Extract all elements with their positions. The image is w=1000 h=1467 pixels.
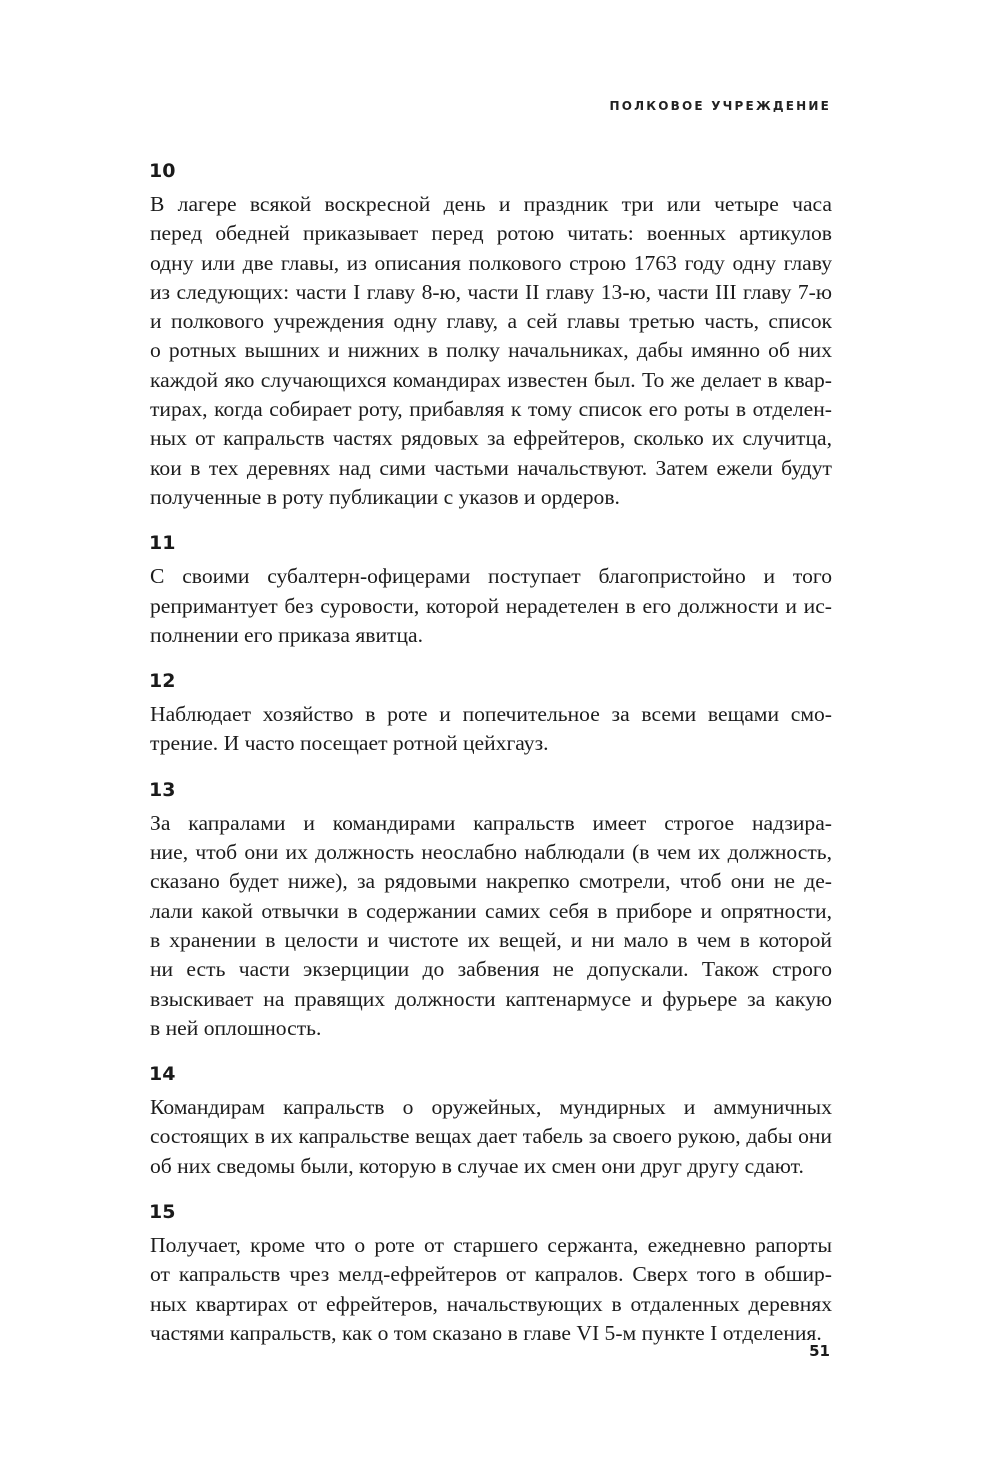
text-line: о ротных вышних и нижних в полку начальниках, дабы имянно об них: [150, 338, 832, 363]
text-line: из следующих: части I главу 8-ю, части II главу 13-ю, части III главу 7-ю: [150, 279, 832, 304]
text-line: В лагере всякой воскресной день и праздник три или четыре часа: [150, 192, 832, 216]
section-11: [150, 528, 832, 650]
section-15: [150, 1197, 832, 1348]
text-line: состоящих в их капральстве вещах дает табель за своего рукою, дабы они: [150, 1124, 832, 1149]
section-paragraph: [150, 562, 832, 650]
text-line: полученные в роту публикации с указов и ордеров.: [150, 484, 620, 509]
text-line: каждой яко случающихся командирах известен был. То же делает в квар-: [150, 367, 832, 392]
text-line: от капральств чрез мелд-ефрейтеров от капралов. Сверх того в обшир-: [150, 1262, 832, 1287]
text-line: С своими субалтерн-офицерами поступает благопристойно и того: [150, 564, 832, 589]
page-content: [150, 156, 832, 1364]
section-paragraph: [150, 700, 832, 759]
text-line: репримантует без суровости, которой нерадетелен в его должности и ис-: [150, 593, 832, 618]
text-line: ние, чтоб они их должность неослабно наблюдали (в чем их должность,: [150, 840, 832, 865]
text-line: Командирам капральств о оружейных, мундирных и аммуничных: [150, 1095, 832, 1120]
section-paragraph: [150, 1231, 832, 1348]
section-number: 14: [149, 1063, 176, 1086]
text-line: кои в тех деревнях над сими частьми начальствуют. Затем ежели будут: [150, 455, 832, 480]
section-14: [150, 1059, 832, 1181]
text-line: в хранении в целости и чистоте их вещей, и ни мало в чем в которой: [150, 927, 832, 952]
text-line: полнении его приказа явитца.: [150, 622, 423, 647]
text-line: За капралами и командирами капральств имеет строгое надзира-: [150, 810, 832, 835]
text-line: лали какой отвычки в содержании самих себя в приборе и опрятности,: [150, 898, 832, 923]
section-number: 10: [149, 160, 176, 182]
section-12: [150, 666, 832, 759]
section-number: 11: [149, 532, 176, 555]
section-number: 13: [149, 778, 176, 801]
text-line: Получает, кроме что о роте от старшего сержанта, ежедневно рапорты: [150, 1233, 832, 1258]
section-paragraph: [150, 809, 832, 1043]
text-line: перед обедней приказывает перед ротою читать: военных артикулов: [150, 221, 832, 246]
text-line: частями капральств, как о том сказано в главе VI 5-м пункте I отделения.: [150, 1320, 822, 1345]
text-line: сказано будет ниже), за рядовыми накрепко смотрели, чтоб они не де-: [150, 869, 832, 894]
section-paragraph: [150, 1093, 832, 1181]
text-line: в ней оплошность.: [150, 1015, 322, 1040]
text-line: об них сведомы были, которую в случае их смен они друг другу сдают.: [150, 1153, 804, 1178]
text-line: ных от капральств частях рядовых за ефрейтеров, сколько их случитца,: [150, 426, 832, 451]
text-line: Наблюдает хозяйство в роте и попечительное за всеми вещами смо-: [150, 702, 832, 727]
text-line: взыскивает на правящих должности каптенармусе и фурьере за какую: [150, 986, 832, 1011]
section-paragraph: [150, 190, 832, 512]
section-13: [150, 775, 832, 1043]
text-line: трение. И часто посещает ротной цейхгауз.: [150, 731, 549, 756]
section-10: [150, 156, 832, 512]
running-head: ПОЛКОВОЕ УЧРЕЖДЕНИЕ: [609, 99, 831, 113]
text-line: ни есть части экзерциции до забвения не допускали. Також строго: [150, 957, 832, 982]
text-line: ных квартирах от ефрейтеров, начальствующих в отдаленных деревнях: [150, 1291, 832, 1316]
text-line: и полкового учреждения одну главу, а сей главы третью часть, список: [150, 309, 832, 334]
section-number: 12: [149, 670, 176, 693]
text-line: одну или две главы, из описания полкового строю 1763 году одну главу: [150, 250, 832, 275]
page-number: 51: [809, 1342, 830, 1360]
section-number: 15: [149, 1201, 176, 1224]
text-line: тирах, когда собирает роту, прибавляя к тому список его роты в отделен-: [150, 397, 832, 422]
